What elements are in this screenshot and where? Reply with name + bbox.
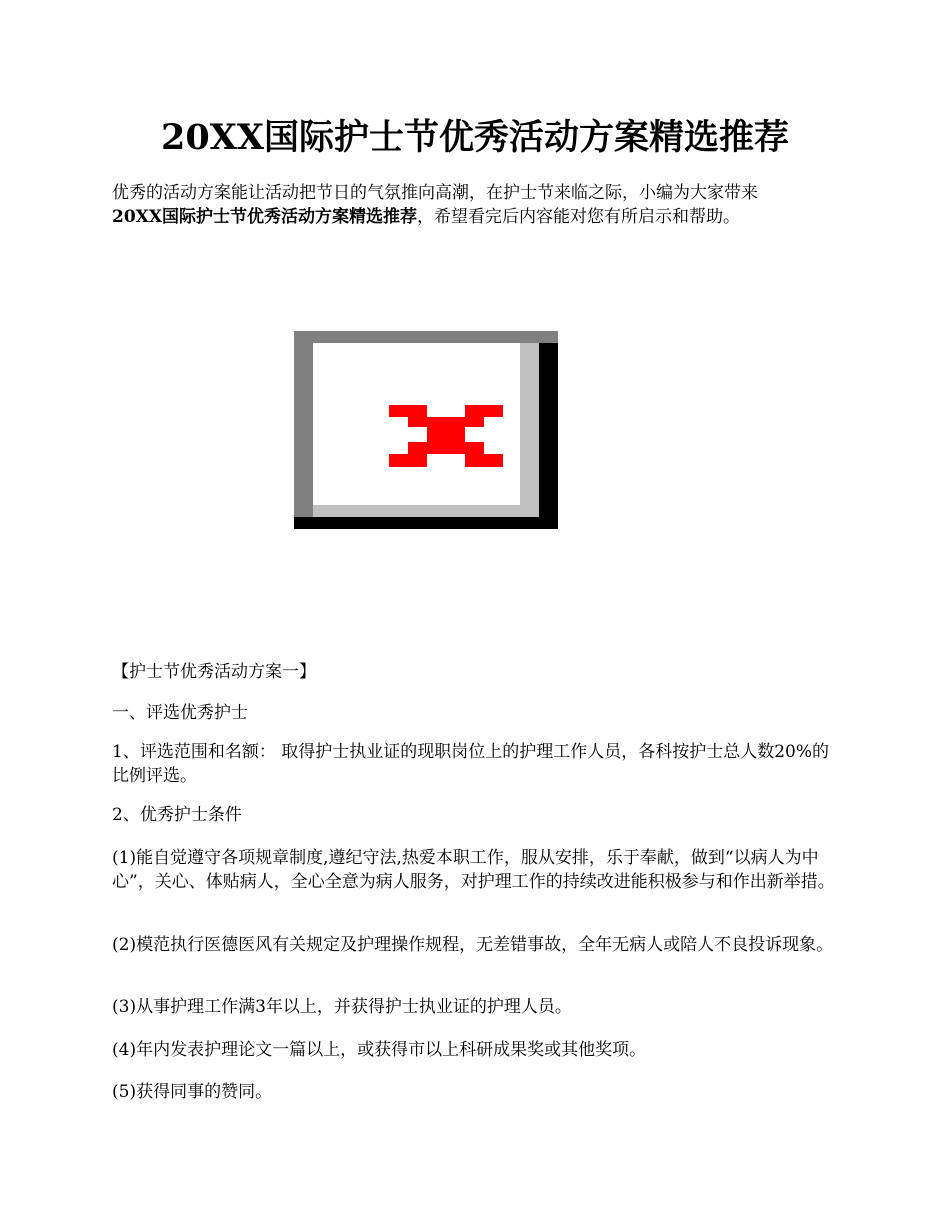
intro-text-rest: ，希望看完后内容能对您有所启示和帮助。: [417, 207, 741, 227]
paragraph-scope: 1、评选范围和名额： 取得护士执业证的现职岗位上的护理工作人员，各科按护士总人数20%的比例评选。: [112, 742, 830, 786]
condition-item-1: (1)能自觉遵守各项规章制度,遵纪守法,热爱本职工作，服从安排，乐于奉献，做到“以病人为中心”，关心、体贴病人，全心全意为病人服务，对护理工作的持续改进能积极参与和作出新举措。: [112, 848, 835, 892]
section-heading-plan-one: 【护士节优秀活动方案一】: [112, 662, 316, 682]
condition-item-5: (5)获得同事的赞同。: [112, 1082, 273, 1102]
document-title: 20XX国际护士节优秀活动方案精选推荐: [160, 117, 790, 158]
section-heading-selection: 一、评选优秀护士: [112, 703, 248, 723]
broken-image-icon: [389, 405, 503, 467]
condition-item-2: (2)模范执行医德医风有关规定及护理操作规程，无差错事故，全年无病人或陪人不良投诉现象。: [112, 935, 834, 955]
intro-bold-title: 20XX国际护士节优秀活动方案精选推荐: [112, 207, 418, 227]
broken-image-placeholder: [294, 331, 558, 529]
condition-item-4: (4)年内发表护理论文一篇以上，或获得市以上科研成果奖或其他奖项。: [112, 1040, 647, 1060]
condition-item-3: (3)从事护理工作满3年以上，并获得护士执业证的护理人员。: [112, 997, 572, 1017]
intro-paragraph: [112, 181, 852, 229]
section-heading-conditions: 2、优秀护士条件: [112, 805, 242, 825]
intro-text: 优秀的活动方案能让活动把节日的气氛推向高潮，在护士节来临之际，小编为大家带来: [112, 183, 758, 203]
